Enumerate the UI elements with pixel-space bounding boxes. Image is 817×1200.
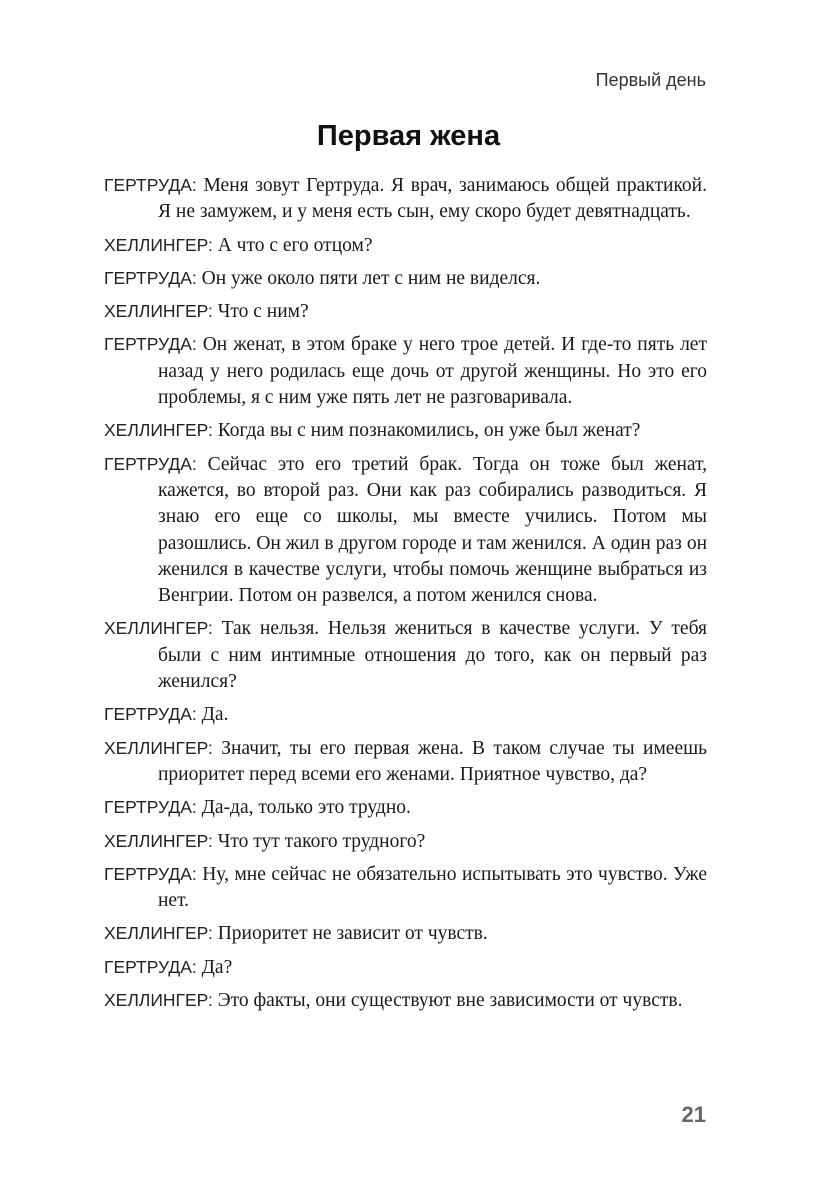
- speech-text: Что тут такого трудного?: [217, 830, 426, 852]
- speaker-label: ГЕРТРУДА:: [104, 956, 197, 977]
- dialogue-turn: [104, 265, 707, 292]
- speech-text: Да.: [201, 704, 229, 726]
- speaker-label: ХЕЛЛИНГЕР:: [104, 830, 213, 851]
- speaker-label: ГЕРТРУДА:: [104, 704, 197, 725]
- speech-text: Это факты, они существуют вне зависимости от чувств.: [217, 990, 683, 1012]
- speaker-label: ХЕЛЛИНГЕР:: [104, 234, 213, 255]
- speech-text: Да?: [201, 956, 233, 978]
- dialogue-turn: [104, 417, 707, 444]
- speech-text: Меня зовут Гертруда. Я врач, занимаюсь общей практикой. Я не замужем, и у меня есть сын, ему скоро будет девятнадцать.: [158, 175, 707, 223]
- speech-text: Что с ним?: [217, 301, 309, 323]
- running-head: Первый день: [595, 70, 706, 90]
- speech-text: Когда вы с ним познакомились, он уже был женат?: [217, 420, 641, 442]
- speaker-label: ГЕРТРУДА:: [104, 797, 197, 818]
- dialogue-turn: [104, 298, 707, 325]
- dialogue-turn: [104, 701, 707, 728]
- speaker-label: ХЕЛЛИНГЕР:: [104, 301, 213, 322]
- dialogue-turn: [104, 794, 707, 821]
- dialogue-turn: [104, 232, 707, 259]
- speaker-label: ХЕЛЛИНГЕР:: [104, 990, 213, 1011]
- dialogue-turn: [104, 828, 707, 855]
- speaker-label: ХЕЛЛИНГЕР:: [104, 420, 213, 441]
- speaker-label: ХЕЛЛИНГЕР:: [104, 618, 213, 639]
- speaker-label: ГЕРТРУДА:: [104, 175, 197, 195]
- dialogue-turn: [104, 735, 707, 789]
- dialogue-turn: [104, 451, 707, 610]
- speech-text: Значит, ты его первая жена. В таком случае ты имеешь приоритет перед всеми его женами. Приятное чувство, да?: [158, 737, 708, 785]
- speaker-label: ГЕРТРУДА:: [104, 334, 197, 355]
- dialogue-turn: [104, 172, 707, 226]
- dialogue-turn: [104, 987, 707, 1014]
- speech-text: Ну, мне сейчас не обязательно испытывать это чувство. Уже нет.: [158, 863, 708, 912]
- dialogue-turn: [104, 331, 707, 411]
- speaker-label: ГЕРТРУДА:: [104, 863, 197, 884]
- dialogue-turn: [104, 861, 707, 915]
- speech-text: Так нельзя. Нельзя жениться в качестве услуги. У тебя были с ним интимные отношения до того, как он первый раз женился?: [158, 618, 707, 693]
- dialogue: [104, 172, 707, 1020]
- chapter-title: Первая жена: [316, 120, 501, 152]
- speaker-label: ХЕЛЛИНГЕР:: [104, 737, 213, 758]
- speaker-label: ГЕРТРУДА:: [104, 267, 197, 288]
- page-number: 21: [681, 1102, 706, 1127]
- speaker-label: ХЕЛЛИНГЕР:: [104, 923, 213, 944]
- speaker-label: ГЕРТРУДА:: [104, 453, 197, 474]
- dialogue-turn: [104, 920, 707, 947]
- dialogue-turn: [104, 954, 707, 981]
- speech-text: Сейчас это его третий брак. Тогда он тоже был женат, кажется, во второй раз. Они как раз собирались разводиться. Я знаю его еще со школы, мы вместе учились. Потом мы разошлись. Он жил в другом городе и там женился. А один раз он женился в качестве услуги, чтобы помочь женщине выбраться из Венгрии. Потом он развелся, а потом женился снова.: [158, 453, 707, 607]
- speech-text: Он женат, в этом браке у него трое детей. И где-то пять лет назад у него родилась еще дочь от другой женщины. Но это его проблемы, я с ним уже пять лет не разговаривала.: [158, 334, 707, 409]
- dialogue-turn: [104, 615, 707, 695]
- speech-text: Да-да, только это трудно.: [201, 797, 411, 819]
- speech-text: Приоритет не зависит от чувств.: [217, 923, 488, 945]
- speech-text: Он уже около пяти лет с ним не виделся.: [201, 267, 541, 289]
- speech-text: А что с его отцом?: [217, 234, 373, 256]
